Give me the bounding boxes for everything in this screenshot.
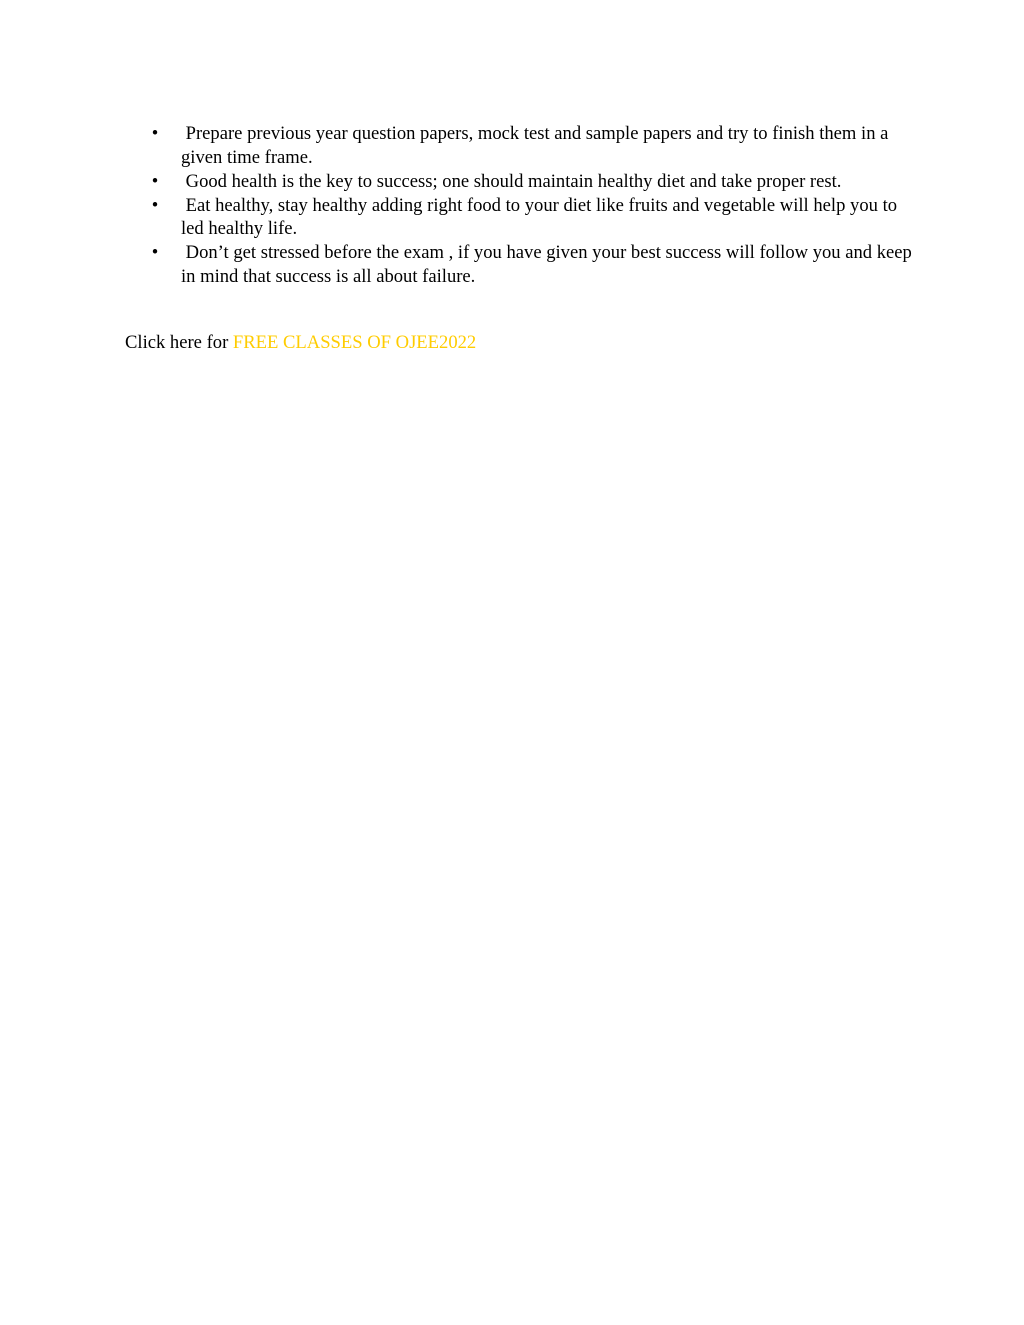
tip-text: Prepare previous year question papers, mock test and sample papers and try to finish them in a given time frame. [181, 123, 889, 168]
bullet-icon: • [151, 242, 159, 264]
cta-line [125, 331, 476, 355]
bullet-icon: • [151, 170, 159, 192]
tip-text: Don’t get stressed before the exam , if you have given your best success will follow you and keep in mind that success is all about failure. [181, 242, 912, 287]
list-item [125, 122, 915, 169]
list-item [125, 241, 915, 288]
bullet-icon: • [151, 194, 159, 216]
list-item [125, 170, 915, 194]
cta-prefix: Click here for [125, 331, 233, 353]
list-item [125, 194, 915, 241]
free-classes-link[interactable]: FREE CLASSES OF OJEE2022 [232, 331, 477, 353]
tips-list [125, 122, 915, 289]
bullet-icon: • [151, 123, 159, 144]
tip-text: Good health is the key to success; one should maintain healthy diet and take proper rest. [181, 170, 842, 192]
tip-text: Eat healthy, stay healthy adding right food to your diet like fruits and vegetable will help you to led healthy life. [181, 194, 898, 240]
